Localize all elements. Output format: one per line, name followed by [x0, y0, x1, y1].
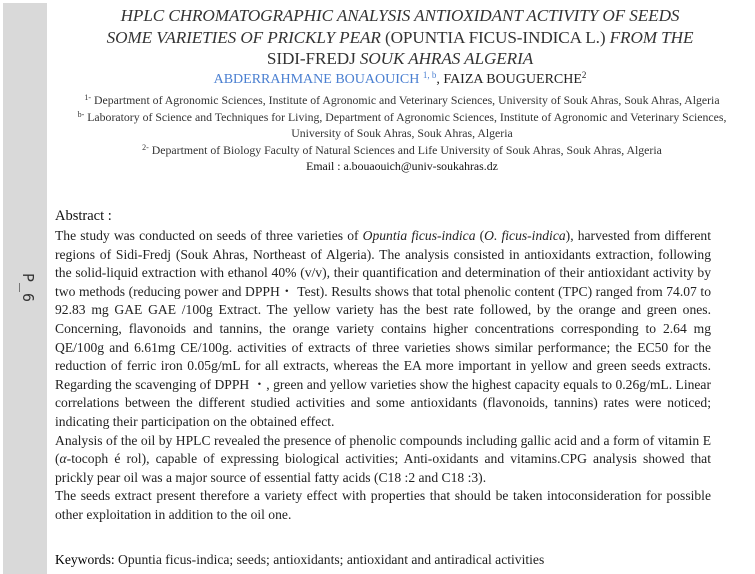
- author-1[interactable]: ABDERRAHMANE BOUAOUICH: [213, 72, 420, 87]
- keywords-text: Opuntia ficus-indica; seeds; antioxidants; antioxidant and antiradical activities: [114, 552, 545, 567]
- keywords: [55, 552, 745, 568]
- title-line-3: SIDI-FREDJ SOUK AHRAS ALGERIA: [266, 49, 534, 68]
- page-label: P_6: [19, 272, 37, 304]
- contact-email[interactable]: Email : a.bouaouich@univ-soukahras.dz: [306, 159, 498, 173]
- affiliation-1: $^{1-}$ Department of Agronomic Sciences, Institute of Agronomic and Veterinary Sciences, University of Souk Ahras, Souk Ahras, Algeria: [84, 93, 720, 107]
- title-line-1: HPLC CHROMATOGRAPHIC ANALYSIS ANTIOXIDANT ACTIVITY OF SEEDS: [120, 6, 680, 25]
- abstract-paragraph-2: Analysis of the oil by HPLC revealed the presence of phenolic compounds including gallic acid and a form of vitamin E (α-tocoph é rol), capable of expressing biological activities; Anti-oxidants and vitamins.CPG analysis showed that prickly pear oil was a major source of essential fatty acids (C18 :2 and C18 :3).: [55, 432, 711, 485]
- affiliation-b: $^{b-}$ Laboratory of Science and Techniques for Living, Department of Agronomic Sciences, Institute of Agronomic and Veterinary Sciences, University of Souk Ahras, Souk Ahras, Algeria: [77, 109, 727, 140]
- abstract-heading: Abstract :: [55, 208, 112, 224]
- page-margin-bar: [3, 3, 47, 574]
- affiliations: [52, 92, 752, 175]
- keywords-label: Keywords:: [55, 552, 115, 567]
- author-separator: ,: [436, 72, 444, 87]
- author-2-affiliation-marker: 2: [581, 70, 587, 80]
- abstract-paragraph-3: The seeds extract present therefore a variety effect with properties that should be taken intoconsideration for possible other exploitation in addition to the oil one.: [55, 488, 711, 522]
- paper-title: [55, 5, 745, 70]
- author-1-affiliation-marker: 1, b: [422, 70, 437, 80]
- author-2: FAIZA BOUGUERCHE: [443, 72, 582, 87]
- abstract-paragraph-1: The study was conducted on seeds of three varieties of Opuntia ficus-indica (O. ficus-indica), harvested from different regions of Sidi-Fredj (Souk Ahras, Northeast of Algeria). The analysis consisted in antioxidants extraction, following the solid-liquid extraction with ethanol 40% (v/v), their quantification and determination of their antioxidant activity by two methods (reducing power and DPPH・ Test). Results shows that total phenolic content (TPC) ranged from 74.07 to 92.83 mg GAE GAE /100g Extract. The yellow variety has the best rate followed, by the orange and green ones. Concerning, flavonoids and tannins, the orange variety contains higher concentrations corresponding to 2.64 mg QE/100g and 6.61mg CE/100g. activities of extracts of three varieties shows similar performance; the EC50 for the reduction of ferric iron 0.05g/mL for all extracts, whereas the EA more important in yellow and green seeds extracts. Regarding the scavenging of DPPH ・, green and yellow varieties show the highest capacity equals to 0.26g/mL. Linear correlations between the different studied activities and some antioxidants (flavonoids, tannins) rates were noticed; indicating their participation on the obtained effect.: [55, 228, 711, 429]
- author-list: [55, 71, 745, 89]
- title-line-2: SOME VARIETIES OF PRICKLY PEAR (OPUNTIA FICUS-INDICA L.) FROM THE: [106, 27, 694, 47]
- affiliation-2: $^{2-}$ Department of Biology Faculty of Natural Sciences and Life University of Souk Ahras, Souk Ahras, Algeria: [142, 142, 662, 157]
- species-name: (OPUNTIA FICUS-INDICA L.): [384, 27, 606, 47]
- abstract-body: [55, 227, 711, 525]
